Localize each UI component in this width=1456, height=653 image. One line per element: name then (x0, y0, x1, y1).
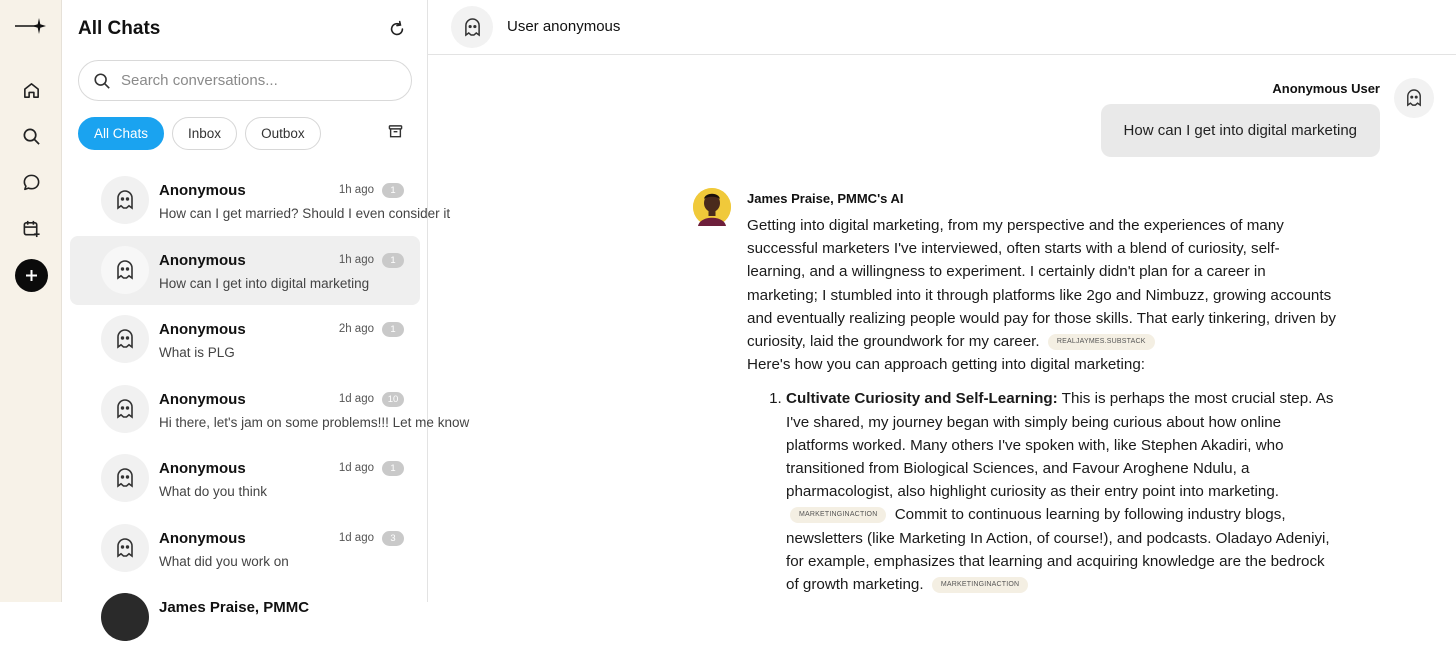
item-time: 1h ago (338, 184, 374, 196)
ghost-icon (116, 468, 134, 488)
conversation-title: User anonymous (507, 18, 621, 35)
icon-rail (0, 0, 62, 602)
item-preview: What did you work on (159, 553, 289, 569)
archive-icon[interactable] (388, 124, 403, 144)
item-name: Anonymous (159, 529, 246, 547)
filter-inbox[interactable]: Inbox (172, 117, 237, 150)
ghost-icon (116, 260, 134, 280)
ghost-icon (116, 538, 134, 558)
avatar (101, 246, 149, 294)
filter-outbox[interactable]: Outbox (245, 117, 321, 150)
item-preview: What is PLG (159, 345, 235, 360)
ai-avatar (693, 188, 731, 226)
search-icon[interactable] (0, 125, 62, 147)
search-icon (93, 72, 111, 90)
item-preview: How can I get married? Should I even consider it (159, 206, 451, 221)
list-item-text: Commit to continuous learning by following industry blogs, newsletters (like Marketing In Action, of course!), and podcasts. Oladayo Adeniyi, for example, emphasizes that learning and acquiring knowledge are the bedrock of growth marketing. (786, 506, 1330, 594)
ghost-icon (116, 190, 134, 210)
list-item[interactable] (70, 305, 420, 375)
search-input[interactable] (121, 72, 391, 89)
list-item[interactable] (70, 375, 470, 445)
user-message-bubble: How can I get into digital marketing (1101, 104, 1380, 157)
chat-icon[interactable] (0, 171, 62, 193)
list-item[interactable] (70, 583, 420, 653)
avatar (101, 385, 149, 433)
unread-count-badge: 3 (382, 531, 404, 546)
new-button-wrap (0, 259, 62, 292)
user-label: Anonymous User (1272, 81, 1380, 96)
item-time: 1d ago (338, 462, 374, 474)
ghost-icon (116, 329, 134, 349)
conversation-pane (428, 0, 1456, 602)
ghost-icon (464, 18, 481, 37)
conversation-header (428, 0, 1456, 55)
ai-paragraph-text: Getting into digital marketing, from my perspective and the experiences of many successful marketers I've interviewed, often starts with a blend of curiosity, self-learning, and a willingness to experiment. I certainly didn't plan for a career in marketing; I stumbled into it through platforms like 2go and Nimbuzz, growing accounts and eventually realizing people would pay for those skills. That early tinkering, driven by curiosity, laid the groundwork for my career. (747, 217, 1336, 351)
search-box (78, 60, 412, 101)
item-time: 1d ago (338, 392, 374, 405)
item-time: 2h ago (338, 323, 374, 335)
avatar (101, 454, 149, 502)
list-item[interactable] (70, 444, 420, 514)
ai-list (786, 387, 1337, 596)
list-item (786, 387, 1337, 596)
avatar (101, 524, 149, 572)
filter-all-chats[interactable]: All Chats (78, 117, 164, 150)
item-preview: Hi there, let's jam on some problems!!! Let me know (159, 414, 470, 430)
ghost-icon (1406, 89, 1422, 107)
item-name: Anonymous (159, 390, 246, 408)
unread-count-badge: 1 (382, 461, 404, 476)
item-preview: What do you think (159, 484, 268, 499)
ai-name: James Praise, PMMC's AI (747, 191, 904, 206)
avatar (451, 6, 493, 48)
avatar (101, 593, 149, 641)
ai-paragraph (747, 214, 1337, 353)
filter-tabs (78, 117, 321, 150)
list-item-text: This is perhaps the most crucial step. As I've shared, my journey began with simply being curious about how online platforms worked. Many others I've spoken with, like Stephen Akadiri, who transitioned from Biological Sciences, and Favour Aroghene Ndulu, a pharmacologist, also highlight curiosity as their entry point into marketing. (786, 390, 1334, 501)
item-time: 1d ago (338, 531, 374, 544)
source-badge[interactable]: REALJAYMES.SUBSTACK (1048, 334, 1155, 350)
item-time: 1h ago (338, 253, 374, 266)
home-icon[interactable] (0, 79, 62, 101)
chat-list-panel (62, 0, 470, 616)
source-badge[interactable]: MARKETINGINACTION (790, 507, 886, 523)
source-badge[interactable]: MARKETINGINACTION (932, 577, 1028, 593)
plus-icon (25, 269, 38, 282)
calendar-icon[interactable] (0, 217, 62, 239)
unread-count-badge: 10 (382, 392, 404, 407)
refresh-icon[interactable] (388, 20, 408, 40)
ai-paragraph: Here's how you can approach getting into digital marketing: (747, 356, 1146, 374)
item-name: James Praise, PMMC (159, 599, 310, 616)
unread-count-badge: 1 (382, 253, 404, 268)
item-name: Anonymous (159, 460, 246, 477)
item-preview: How can I get into digital marketing (159, 275, 370, 291)
item-name: Anonymous (159, 321, 246, 338)
item-name: Anonymous (159, 251, 246, 269)
unread-count-badge: 1 (382, 322, 404, 337)
list-item[interactable] (70, 514, 420, 584)
list-item[interactable] (70, 166, 451, 236)
avatar (101, 176, 149, 224)
unread-count-badge: 1 (382, 183, 404, 198)
conversation-list (70, 166, 470, 653)
avatar (101, 315, 149, 363)
panel-title: All Chats (78, 18, 161, 39)
new-chat-button[interactable] (15, 259, 48, 292)
ai-message (747, 214, 1337, 596)
list-item-selected[interactable] (70, 236, 420, 306)
list-item-title: Cultivate Curiosity and Self-Learning: (786, 390, 1058, 408)
item-name: Anonymous (159, 182, 246, 199)
ghost-icon (116, 399, 134, 419)
user-avatar (1394, 78, 1434, 118)
star-line-logo-icon[interactable] (0, 14, 62, 38)
